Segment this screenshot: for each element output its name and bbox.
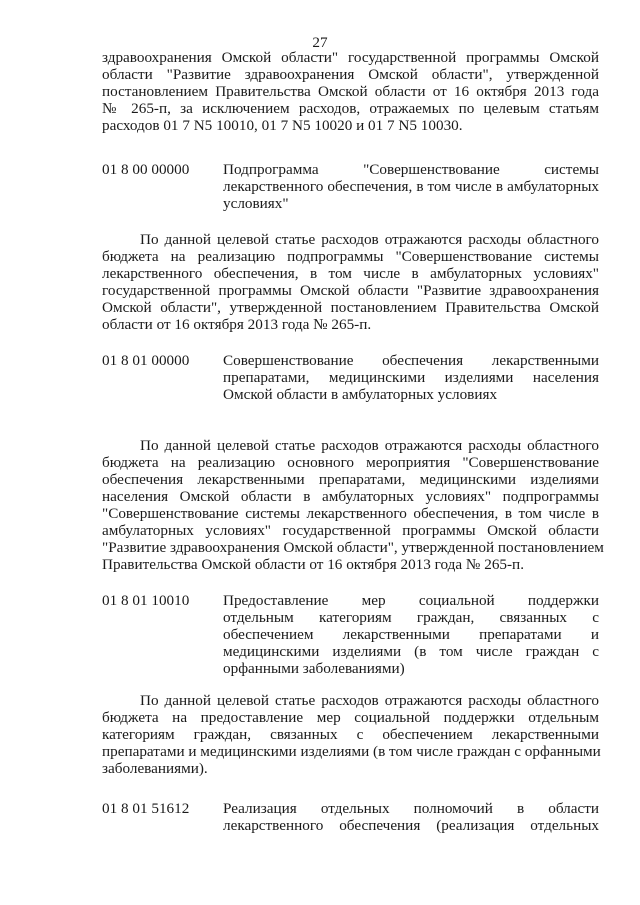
text-line: препаратами, медицинскими изделиями населения bbox=[223, 369, 599, 386]
text-line: Правительства Омской области от 16 октября 2013 года № 265-п. bbox=[102, 556, 524, 573]
text-line: Совершенствование обеспечения лекарственными bbox=[223, 352, 599, 369]
text-line: Предоставление мер социальной поддержки bbox=[223, 592, 599, 609]
page-number: 27 bbox=[312, 34, 328, 51]
text-line: По данной целевой статье расходов отражаются расходы областного bbox=[140, 692, 599, 709]
text-line: бюджета на предоставление мер социальной поддержки отдельным bbox=[102, 709, 599, 726]
text-line: бюджета на реализацию подпрограммы "Совершенствование системы bbox=[102, 248, 599, 265]
budget-code: 01 8 01 51612 bbox=[102, 800, 190, 817]
text-line: медицинскими изделиями (в том числе граждан с bbox=[223, 643, 599, 660]
text-line: лекарственного обеспечения, в том числе в амбулаторных bbox=[223, 178, 599, 195]
budget-code: 01 8 00 00000 bbox=[102, 161, 190, 178]
text-line: лекарственного обеспечения (реализация отдельных bbox=[223, 817, 599, 834]
text-line: По данной целевой статье расходов отражаются расходы областного bbox=[140, 437, 599, 454]
text-line: расходов 01 7 N5 10010, 01 7 N5 10020 и 01 7 N5 10030. bbox=[102, 117, 463, 134]
text-line: заболеваниями). bbox=[102, 760, 208, 777]
text-line: категориям граждан, связанных с обеспечением лекарственными bbox=[102, 726, 599, 743]
text-line: области "Развитие здравоохранения Омской области", утвержденной bbox=[102, 66, 599, 83]
entry-title bbox=[223, 800, 599, 834]
text-line: Омской области", утвержденной постановлением Правительства Омской bbox=[102, 299, 599, 316]
text-line: "Развитие здравоохранения Омской области", утвержденной постановлением bbox=[102, 539, 604, 556]
entry-title bbox=[223, 161, 599, 212]
text-line: № 265-п, за исключением расходов, отражаемых по целевым статьям bbox=[102, 100, 599, 117]
text-line: условиях" bbox=[223, 195, 289, 212]
text-line: "Совершенствование системы лекарственного обеспечения, в том числе в bbox=[102, 505, 599, 522]
text-line: обеспечения лекарственными препаратами, медицинскими изделиями bbox=[102, 471, 599, 488]
text-line: обеспечением лекарственными препаратами и bbox=[223, 626, 599, 643]
text-line: Реализация отдельных полномочий в области bbox=[223, 800, 599, 817]
budget-code: 01 8 01 10010 bbox=[102, 592, 190, 609]
text-line: государственной программы Омской области "Развитие здравоохранения bbox=[102, 282, 599, 299]
description-paragraph bbox=[102, 692, 599, 777]
description-paragraph bbox=[102, 231, 599, 333]
entry-title bbox=[223, 352, 599, 403]
intro-paragraph bbox=[102, 49, 599, 134]
text-line: препаратами и медицинскими изделиями (в том числе граждан с орфанными bbox=[102, 743, 601, 760]
text-line: здравоохранения Омской области" государственной программы Омской bbox=[102, 49, 599, 66]
text-line: Подпрограмма "Совершенствование системы bbox=[223, 161, 599, 178]
description-paragraph bbox=[102, 437, 604, 573]
text-line: бюджета на реализацию основного мероприятия "Совершенствование bbox=[102, 454, 599, 471]
text-line: населения Омской области в амбулаторных условиях" подпрограммы bbox=[102, 488, 599, 505]
text-line: Омской области в амбулаторных условиях bbox=[223, 386, 498, 403]
text-line: амбулаторных условиях" государственной программы Омской области bbox=[102, 522, 599, 539]
text-line: постановлением Правительства Омской области от 16 октября 2013 года bbox=[102, 83, 599, 100]
budget-code: 01 8 01 00000 bbox=[102, 352, 190, 369]
entry-title bbox=[223, 592, 599, 677]
text-line: области от 16 октября 2013 года № 265-п. bbox=[102, 316, 372, 333]
text-line: отдельным категориям граждан, связанных с bbox=[223, 609, 599, 626]
text-line: лекарственного обеспечения, в том числе в амбулаторных условиях" bbox=[102, 265, 599, 282]
text-line: По данной целевой статье расходов отражаются расходы областного bbox=[140, 231, 599, 248]
text-line: орфанными заболеваниями) bbox=[223, 660, 405, 677]
